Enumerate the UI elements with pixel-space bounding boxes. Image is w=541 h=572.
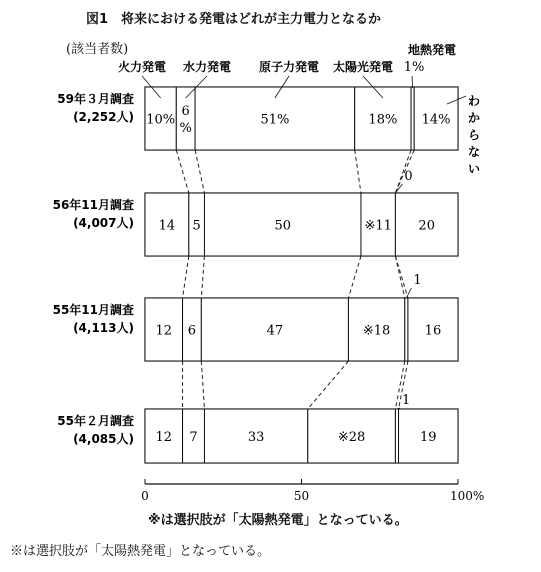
value-label-hydro: 6: [187, 323, 197, 339]
survey-n: (2,252人): [73, 110, 134, 124]
legend-label-hydro: 水力発電: [182, 60, 232, 74]
value-label-nuclear: 50: [274, 218, 291, 234]
value-label-solar: 18%: [368, 112, 398, 128]
connector-line: [195, 150, 204, 193]
connector-line: [395, 256, 404, 298]
value-label-geothermal: 1: [413, 273, 422, 288]
legend-label-geothermal: 地熱発電: [407, 43, 457, 57]
survey-n: (4,113人): [73, 321, 134, 335]
connector-line: [308, 361, 349, 409]
value-label-nuclear: 51%: [260, 112, 290, 128]
value-label-hydro: 7: [189, 430, 198, 445]
survey-label: 56年11月調査: [52, 198, 134, 212]
survey-label: 59年３月調査: [57, 92, 134, 106]
value-label-thermal: 12: [155, 430, 173, 445]
value-label-thermal: 12: [155, 323, 173, 339]
connector-line: [395, 256, 408, 298]
value-label-geothermal: 1%: [403, 60, 425, 75]
geothermal-leader: [406, 288, 411, 298]
value-label-unknown: 16: [424, 323, 442, 339]
page-footnote: ※は選択肢が「太陽熱発電」となっている。: [10, 544, 271, 559]
legend-label-nuclear: 原子力発電: [258, 60, 320, 74]
legend-label-unknown: か: [467, 111, 481, 125]
survey-label: 55年11月調査: [52, 303, 134, 317]
legend-label-unknown: な: [467, 145, 481, 159]
connector-line: [201, 361, 204, 409]
value-label-solar: ※11: [364, 218, 392, 234]
value-label-thermal: 10%: [146, 112, 176, 128]
value-label-nuclear: 47: [266, 323, 284, 339]
value-label-hydro-unit: %: [179, 121, 192, 136]
connector-line: [201, 256, 204, 298]
value-label-unknown: 14%: [421, 112, 451, 128]
value-label-geothermal: 0: [404, 169, 413, 184]
survey-n: (4,007人): [73, 216, 134, 230]
x-tick-label: 100%: [450, 489, 485, 503]
legend-label-unknown: わ: [467, 94, 481, 108]
value-label-unknown: 20: [418, 218, 435, 234]
value-label-hydro: 5: [192, 218, 201, 234]
value-label-geothermal: 1: [401, 393, 411, 408]
legend-label-thermal: 火力発電: [117, 60, 167, 74]
sample-size-header: (該当者数): [66, 42, 129, 57]
legend-label-solar: 太陽光発電: [332, 60, 394, 74]
legend-label-unknown: ら: [467, 128, 481, 142]
survey-n: (4,085人): [73, 432, 134, 446]
chart-title: 図1 将来における発電はどれが主力電力となるか: [86, 12, 382, 27]
value-label-unknown: 19: [419, 430, 437, 445]
legend-label-unknown: い: [467, 162, 481, 176]
value-label-hydro: 6: [181, 104, 190, 119]
connector-line: [176, 150, 189, 193]
value-label-solar: ※28: [337, 430, 366, 445]
chart-footnote: ※は選択肢が「太陽熱発電」となっている。: [148, 513, 408, 528]
survey-label: 55年２月調査: [57, 414, 134, 428]
value-label-thermal: 14: [158, 218, 176, 234]
connector-line: [348, 256, 361, 298]
x-tick-label: 50: [293, 489, 310, 503]
geothermal-leader: [412, 76, 413, 88]
value-label-solar: ※18: [362, 323, 391, 339]
value-label-nuclear: 33: [247, 430, 265, 445]
connector-line: [355, 150, 361, 193]
x-tick-label: 0: [141, 489, 149, 503]
connector-line: [183, 256, 189, 298]
